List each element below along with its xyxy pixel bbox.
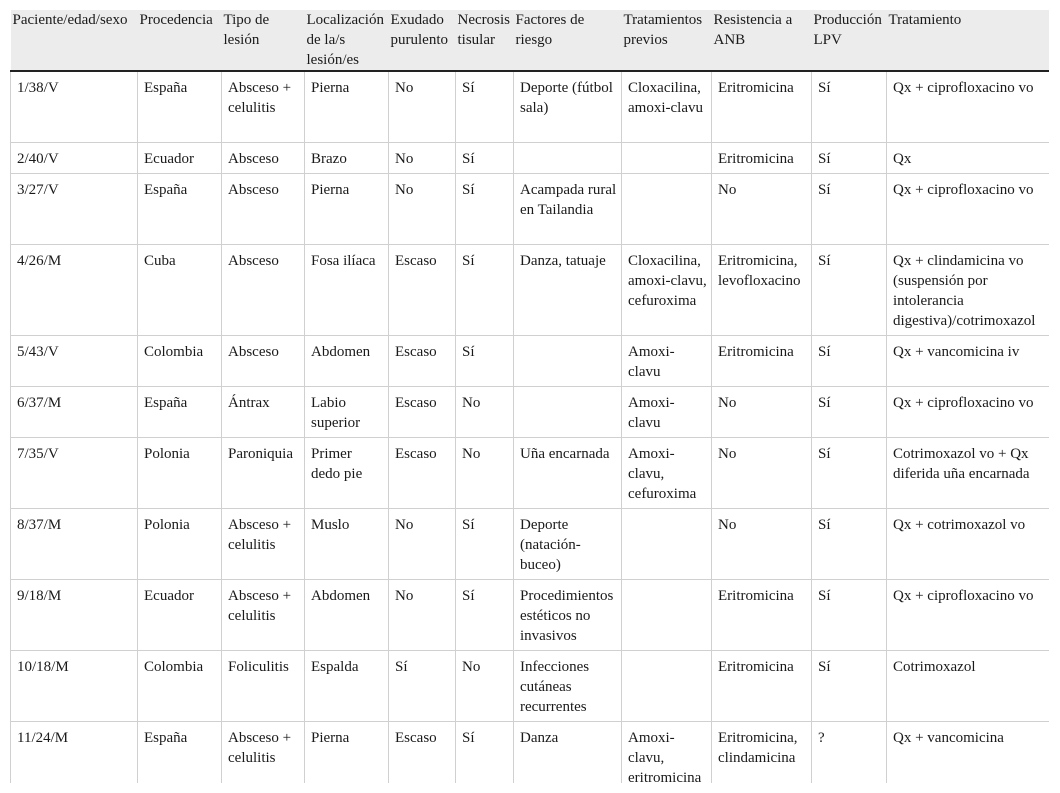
cell-tratamientos-previos bbox=[622, 173, 712, 244]
cell-resistencia: No bbox=[712, 437, 812, 508]
cell-tipo-lesion: Absceso bbox=[222, 244, 305, 335]
cell-factores-riesgo bbox=[514, 386, 622, 437]
cell-necrosis: Sí bbox=[456, 335, 514, 386]
cell-resistencia: Eritromicina bbox=[712, 579, 812, 650]
cell-tipo-lesion: Absceso + celulitis bbox=[222, 579, 305, 650]
cell-tipo-lesion: Absceso bbox=[222, 142, 305, 173]
cell-necrosis: No bbox=[456, 386, 514, 437]
cell-exudado: Escaso bbox=[389, 244, 456, 335]
cell-exudado: Escaso bbox=[389, 386, 456, 437]
cell-exudado: No bbox=[389, 579, 456, 650]
cell-exudado: Sí bbox=[389, 650, 456, 721]
cell-exudado: Escaso bbox=[389, 437, 456, 508]
cell-lpv: Sí bbox=[812, 335, 887, 386]
cell-exudado: Escaso bbox=[389, 335, 456, 386]
cell-paciente: 2/40/V bbox=[11, 142, 138, 173]
cell-tratamientos-previos bbox=[622, 508, 712, 579]
cell-necrosis: Sí bbox=[456, 173, 514, 244]
table-row bbox=[11, 386, 1050, 437]
cell-tratamiento: Qx + ciprofloxacino vo bbox=[887, 386, 1050, 437]
col-header-tratamiento: Tratamiento bbox=[887, 10, 1050, 71]
cell-procedencia: Polonia bbox=[138, 437, 222, 508]
cell-localizacion: Abdomen bbox=[305, 335, 389, 386]
cell-factores-riesgo: Acampada rural en Tailandia bbox=[514, 173, 622, 244]
cell-localizacion: Espalda bbox=[305, 650, 389, 721]
cell-resistencia: Eritromicina bbox=[712, 335, 812, 386]
cell-necrosis: No bbox=[456, 650, 514, 721]
cell-tratamientos-previos: Amoxi-clavu bbox=[622, 386, 712, 437]
cell-tratamientos-previos bbox=[622, 650, 712, 721]
cell-procedencia: Cuba bbox=[138, 244, 222, 335]
cell-factores-riesgo bbox=[514, 142, 622, 173]
table-row bbox=[11, 508, 1050, 579]
col-header-exudado: Exudado purulento bbox=[389, 10, 456, 71]
cell-paciente: 11/24/M bbox=[11, 721, 138, 783]
cell-necrosis: Sí bbox=[456, 579, 514, 650]
col-header-resistencia: Resistencia a ANB bbox=[712, 10, 812, 71]
cell-paciente: 4/26/M bbox=[11, 244, 138, 335]
table-body bbox=[11, 71, 1050, 783]
cell-procedencia: Ecuador bbox=[138, 142, 222, 173]
col-header-tratamientos-previos: Tratamientos previos bbox=[622, 10, 712, 71]
cell-tratamientos-previos: Cloxacilina, amoxi-clavu bbox=[622, 71, 712, 142]
col-header-procedencia: Procedencia bbox=[138, 10, 222, 71]
table-container bbox=[10, 10, 1049, 783]
cell-localizacion: Labio superior bbox=[305, 386, 389, 437]
cell-factores-riesgo: Danza bbox=[514, 721, 622, 783]
cell-paciente: 8/37/M bbox=[11, 508, 138, 579]
cell-resistencia: No bbox=[712, 173, 812, 244]
cell-tratamiento: Cotrimoxazol vo + Qx diferida uña encarnada bbox=[887, 437, 1050, 508]
cell-factores-riesgo: Deporte (fútbol sala) bbox=[514, 71, 622, 142]
cell-tratamientos-previos: Cloxacilina, amoxi-clavu, cefuroxima bbox=[622, 244, 712, 335]
cell-tipo-lesion: Foliculitis bbox=[222, 650, 305, 721]
col-header-lpv: Producción LPV bbox=[812, 10, 887, 71]
cell-paciente: 10/18/M bbox=[11, 650, 138, 721]
cell-tratamiento: Qx + ciprofloxacino vo bbox=[887, 173, 1050, 244]
cell-tratamiento: Qx + ciprofloxacino vo bbox=[887, 71, 1050, 142]
col-header-paciente: Paciente/edad/sexo bbox=[11, 10, 138, 71]
cell-lpv: Sí bbox=[812, 244, 887, 335]
cell-resistencia: Eritromicina bbox=[712, 142, 812, 173]
cell-paciente: 6/37/M bbox=[11, 386, 138, 437]
cell-exudado: Escaso bbox=[389, 721, 456, 783]
cell-tratamientos-previos: Amoxi-clavu bbox=[622, 335, 712, 386]
cell-procedencia: España bbox=[138, 71, 222, 142]
table-row bbox=[11, 650, 1050, 721]
cell-tratamiento: Qx + vancomicina iv bbox=[887, 335, 1050, 386]
cell-localizacion: Fosa ilíaca bbox=[305, 244, 389, 335]
cell-tratamientos-previos bbox=[622, 579, 712, 650]
cell-paciente: 1/38/V bbox=[11, 71, 138, 142]
cell-localizacion: Abdomen bbox=[305, 579, 389, 650]
cell-tratamientos-previos bbox=[622, 142, 712, 173]
col-header-necrosis: Necrosis tisular bbox=[456, 10, 514, 71]
cell-factores-riesgo: Uña encarnada bbox=[514, 437, 622, 508]
cell-lpv: Sí bbox=[812, 508, 887, 579]
cell-lpv: Sí bbox=[812, 142, 887, 173]
cell-tipo-lesion: Ántrax bbox=[222, 386, 305, 437]
cell-tratamiento: Qx + vancomicina bbox=[887, 721, 1050, 783]
cell-localizacion: Brazo bbox=[305, 142, 389, 173]
cell-paciente: 7/35/V bbox=[11, 437, 138, 508]
cell-factores-riesgo: Infecciones cutáneas recurrentes bbox=[514, 650, 622, 721]
cell-tratamiento: Cotrimoxazol bbox=[887, 650, 1050, 721]
cell-necrosis: Sí bbox=[456, 508, 514, 579]
cell-localizacion: Pierna bbox=[305, 173, 389, 244]
cell-tipo-lesion: Absceso + celulitis bbox=[222, 721, 305, 783]
cell-exudado: No bbox=[389, 71, 456, 142]
cell-procedencia: Colombia bbox=[138, 650, 222, 721]
cell-tratamiento: Qx + clindamicina vo (suspensión por intolerancia digestiva)/cotrimoxazol bbox=[887, 244, 1050, 335]
cell-factores-riesgo bbox=[514, 335, 622, 386]
cell-necrosis: No bbox=[456, 437, 514, 508]
table-row bbox=[11, 71, 1050, 142]
table-row bbox=[11, 579, 1050, 650]
cell-tratamiento: Qx bbox=[887, 142, 1050, 173]
cell-resistencia: Eritromicina bbox=[712, 650, 812, 721]
cell-necrosis: Sí bbox=[456, 244, 514, 335]
cell-lpv: Sí bbox=[812, 386, 887, 437]
cell-resistencia: No bbox=[712, 386, 812, 437]
cell-necrosis: Sí bbox=[456, 142, 514, 173]
cell-tratamiento: Qx + ciprofloxacino vo bbox=[887, 579, 1050, 650]
cell-resistencia: Eritromicina, levofloxacino bbox=[712, 244, 812, 335]
col-header-localizacion: Localización de la/s lesión/es bbox=[305, 10, 389, 71]
cell-lpv: Sí bbox=[812, 579, 887, 650]
cell-exudado: No bbox=[389, 142, 456, 173]
cell-localizacion: Pierna bbox=[305, 71, 389, 142]
cell-localizacion: Primer dedo pie bbox=[305, 437, 389, 508]
cell-localizacion: Pierna bbox=[305, 721, 389, 783]
cell-lpv: Sí bbox=[812, 650, 887, 721]
table-row bbox=[11, 335, 1050, 386]
cell-lpv: ? bbox=[812, 721, 887, 783]
cell-lpv: Sí bbox=[812, 173, 887, 244]
patients-table bbox=[10, 10, 1049, 783]
table-row bbox=[11, 721, 1050, 783]
cell-procedencia: España bbox=[138, 386, 222, 437]
cell-tratamientos-previos: Amoxi-clavu, cefuroxima bbox=[622, 437, 712, 508]
cell-paciente: 5/43/V bbox=[11, 335, 138, 386]
table-row bbox=[11, 244, 1050, 335]
table-row bbox=[11, 437, 1050, 508]
cell-factores-riesgo: Procedimientos estéticos no invasivos bbox=[514, 579, 622, 650]
cell-resistencia: Eritromicina bbox=[712, 71, 812, 142]
cell-resistencia: Eritromicina, clindamicina bbox=[712, 721, 812, 783]
table-row bbox=[11, 142, 1050, 173]
cell-factores-riesgo: Danza, tatuaje bbox=[514, 244, 622, 335]
table-row bbox=[11, 173, 1050, 244]
cell-necrosis: Sí bbox=[456, 721, 514, 783]
cell-necrosis: Sí bbox=[456, 71, 514, 142]
cell-lpv: Sí bbox=[812, 71, 887, 142]
cell-paciente: 9/18/M bbox=[11, 579, 138, 650]
cell-tipo-lesion: Absceso bbox=[222, 335, 305, 386]
cell-factores-riesgo: Deporte (natación-buceo) bbox=[514, 508, 622, 579]
header-row bbox=[11, 10, 1050, 71]
cell-procedencia: Colombia bbox=[138, 335, 222, 386]
cell-exudado: No bbox=[389, 508, 456, 579]
cell-tipo-lesion: Paroniquia bbox=[222, 437, 305, 508]
cell-tratamientos-previos: Amoxi-clavu, eritromicina bbox=[622, 721, 712, 783]
cell-tipo-lesion: Absceso + celulitis bbox=[222, 71, 305, 142]
cell-procedencia: España bbox=[138, 173, 222, 244]
col-header-factores-riesgo: Factores de riesgo bbox=[514, 10, 622, 71]
cell-tipo-lesion: Absceso bbox=[222, 173, 305, 244]
cell-exudado: No bbox=[389, 173, 456, 244]
cell-resistencia: No bbox=[712, 508, 812, 579]
cell-tipo-lesion: Absceso + celulitis bbox=[222, 508, 305, 579]
cell-procedencia: España bbox=[138, 721, 222, 783]
cell-localizacion: Muslo bbox=[305, 508, 389, 579]
col-header-tipo-lesion: Tipo de lesión bbox=[222, 10, 305, 71]
cell-lpv: Sí bbox=[812, 437, 887, 508]
cell-paciente: 3/27/V bbox=[11, 173, 138, 244]
cell-procedencia: Polonia bbox=[138, 508, 222, 579]
cell-procedencia: Ecuador bbox=[138, 579, 222, 650]
cell-tratamiento: Qx + cotrimoxazol vo bbox=[887, 508, 1050, 579]
